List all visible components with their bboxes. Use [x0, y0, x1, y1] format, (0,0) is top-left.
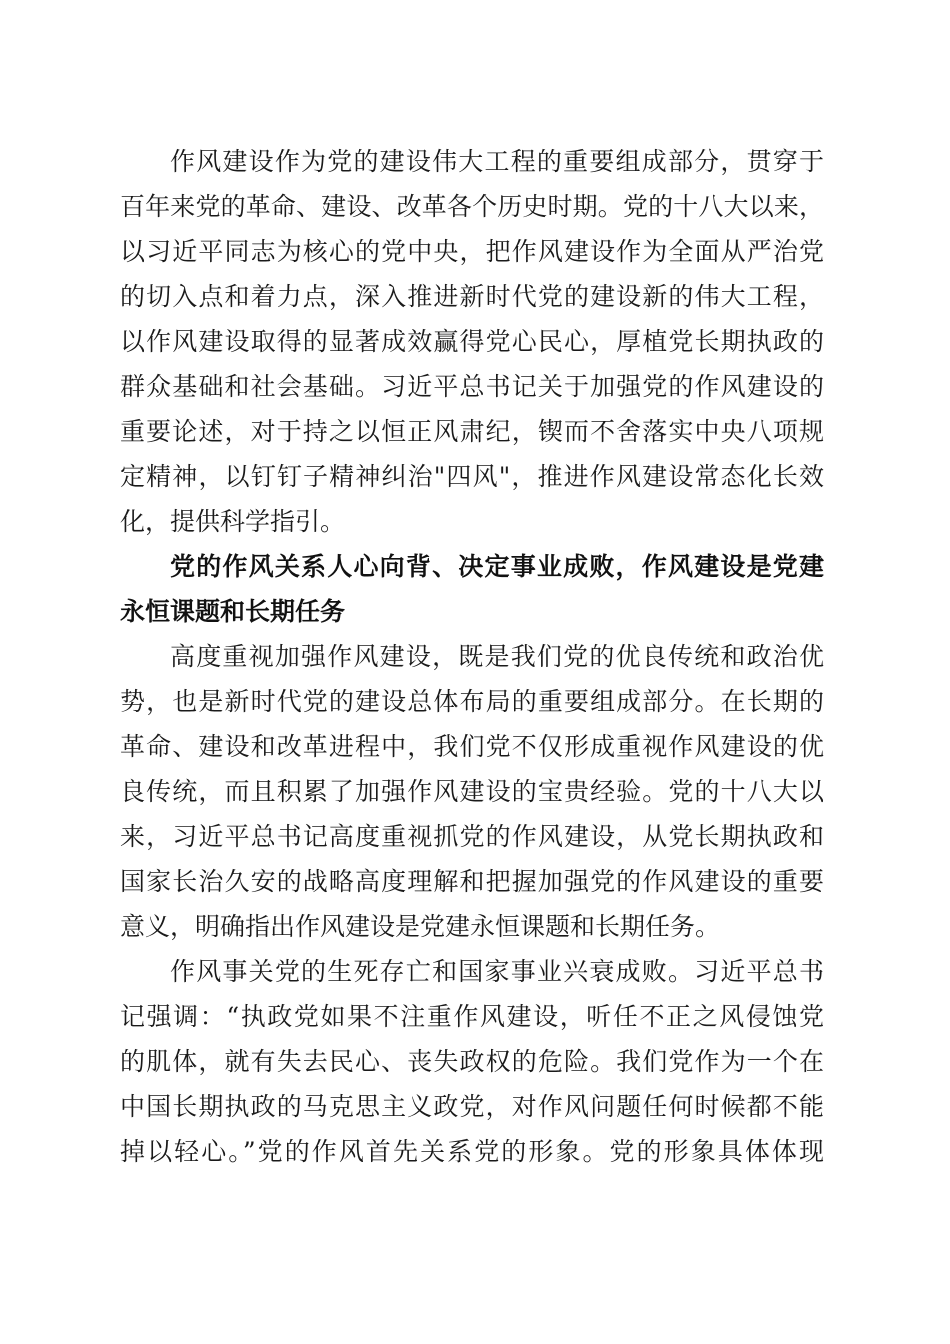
paragraph-1-line-7: 重要论述，对于持之以恒正风肃纪，锲而不舍落实中央八项规	[120, 417, 824, 446]
paragraph-1-line-3: 以习近平同志为核心的党中央，把作风建设作为全面从严治党	[120, 237, 824, 266]
paragraph-2-line-3: 革命、建设和改革进程中，我们党不仅形成重视作风建设的优	[120, 732, 824, 761]
paragraph-1-line-2: 百年来党的革命、建设、改革各个历史时期。党的十八大以来，	[120, 192, 824, 221]
paragraph-2-line-5: 来，习近平总书记高度重视抓党的作风建设，从党长期执政和	[120, 822, 824, 851]
paragraph-2-line-1: 高度重视加强作风建设，既是我们党的优良传统和政治优	[170, 642, 824, 671]
paragraph-1-line-5: 以作风建设取得的显著成效赢得党心民心，厚植党长期执政的	[120, 327, 824, 356]
paragraph-2-line-2: 势，也是新时代党的建设总体布局的重要组成部分。在长期的	[120, 687, 824, 716]
paragraph-3-line-3: 的肌体，就有失去民心、丧失政权的危险。我们党作为一个在	[120, 1047, 824, 1076]
paragraph-1-line-1: 作风建设作为党的建设伟大工程的重要组成部分，贯穿于	[170, 147, 824, 176]
paragraph-3-line-1: 作风事关党的生死存亡和国家事业兴衰成败。习近平总书	[170, 957, 824, 986]
paragraph-3-line-4: 中国长期执政的马克思主义政党，对作风问题任何时候都不能	[120, 1092, 824, 1121]
paragraph-1-line-4: 的切入点和着力点，深入推进新时代党的建设新的伟大工程，	[120, 282, 824, 311]
section-heading-line-2: 永恒课题和长期任务	[120, 597, 346, 626]
paragraph-2-line-4: 良传统，而且积累了加强作风建设的宝贵经验。党的十八大以	[120, 777, 824, 806]
paragraph-3-line-2: 记强调：“执政党如果不注重作风建设，听任不正之风侵蚀党	[120, 1002, 824, 1031]
paragraph-2-line-7: 意义，明确指出作风建设是党建永恒课题和长期任务。	[120, 912, 721, 941]
paragraph-1-line-9: 化，提供科学指引。	[120, 507, 346, 536]
paragraph-3-line-5: 掉以轻心。”党的作风首先关系党的形象。党的形象具体体现	[120, 1137, 824, 1166]
section-heading-line-1: 党的作风关系人心向背、决定事业成败，作风建设是党建	[170, 552, 824, 581]
paragraph-1-line-8: 定精神，以钉钉子精神纠治"四风"，推进作风建设常态化长效	[120, 462, 824, 491]
paragraph-1-line-6: 群众基础和社会基础。习近平总书记关于加强党的作风建设的	[120, 372, 824, 401]
paragraph-2-line-6: 国家长治久安的战略高度理解和把握加强党的作风建设的重要	[120, 867, 824, 896]
